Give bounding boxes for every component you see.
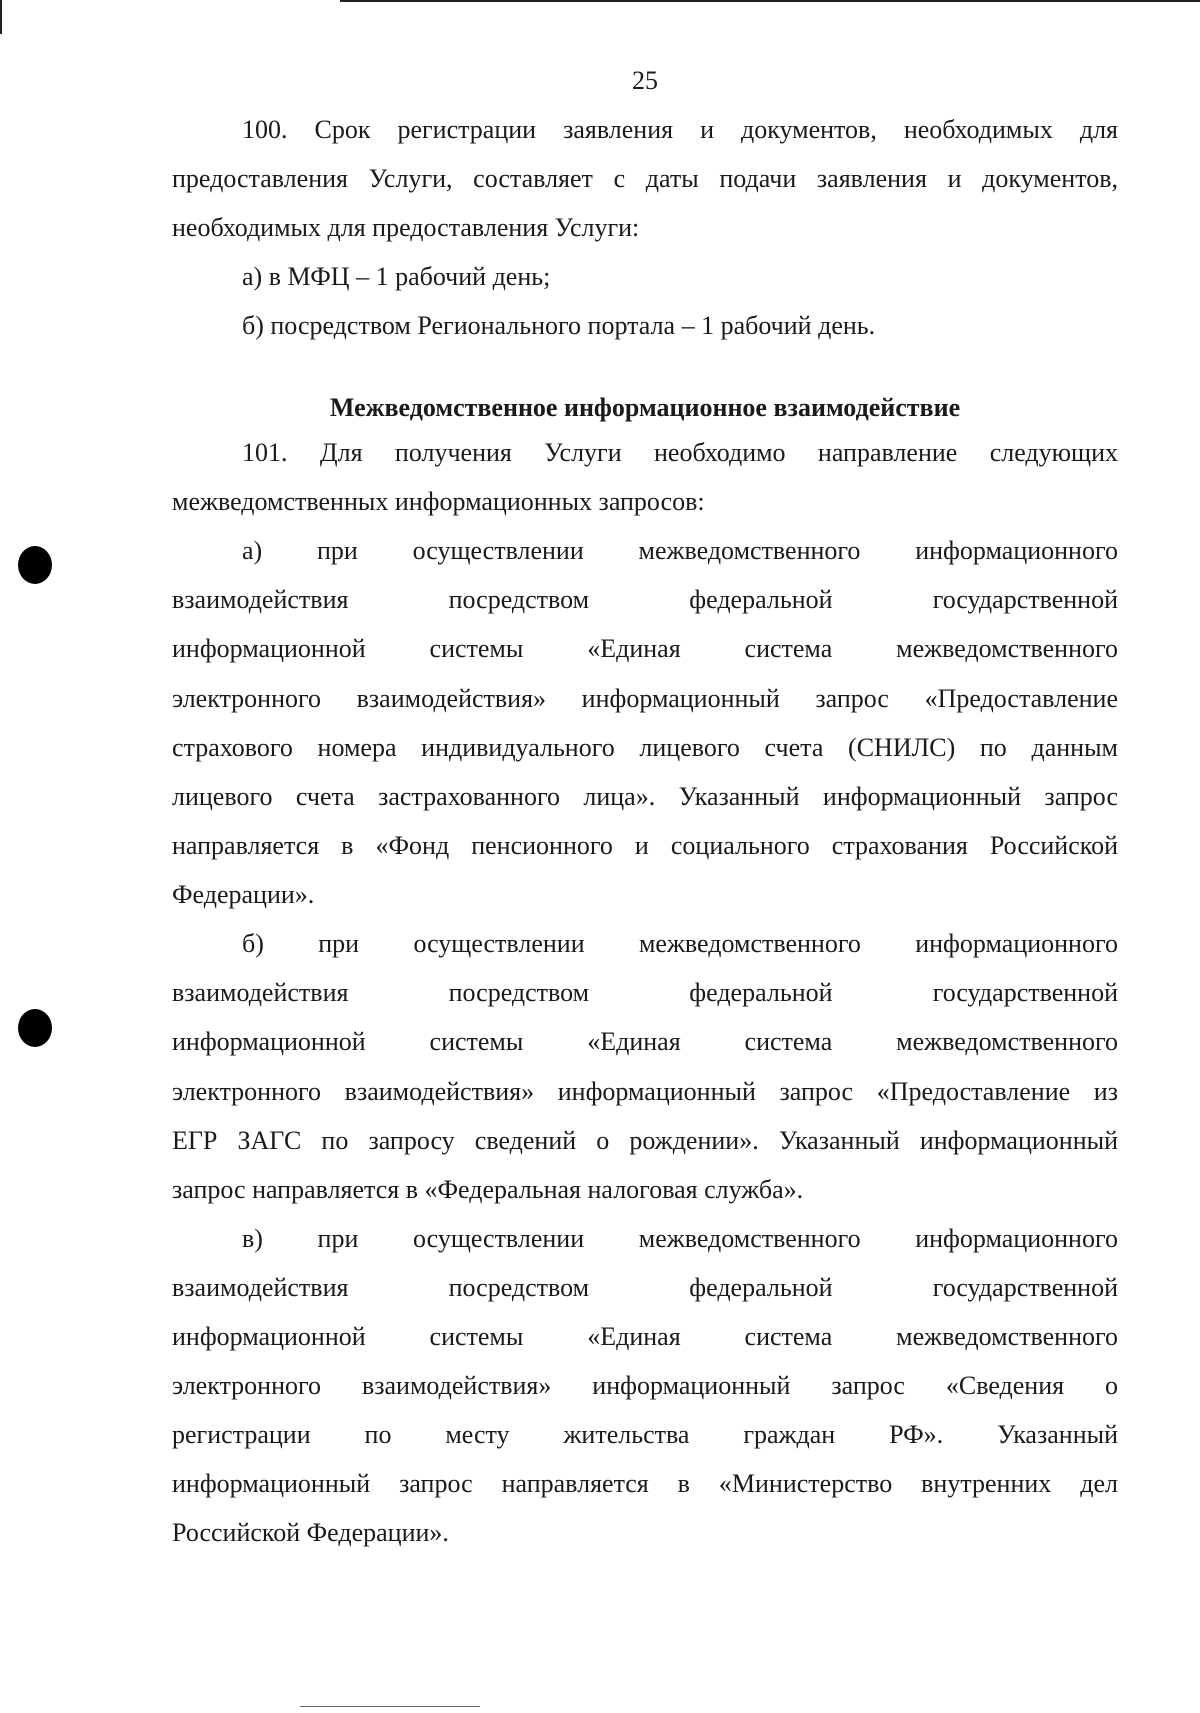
- section-heading: Межведомственное информационное взаимодействие: [329, 393, 961, 422]
- punch-hole: [18, 1009, 52, 1047]
- text-line: б) посредством Регионального портала – 1 рабочий день.: [242, 311, 876, 340]
- text-line: запрос направляется в «Федеральная налоговая служба».: [172, 1175, 804, 1204]
- text-line: страхового номера индивидуального лицевого счета (СНИЛС) по данным: [172, 733, 1118, 762]
- text-line: Российской Федерации».: [172, 1518, 449, 1547]
- text-line: а) при осуществлении межведомственного информационного: [242, 536, 1118, 565]
- text-line: 101. Для получения Услуги необходимо направление следующих: [242, 438, 1118, 467]
- text-line: информационной системы «Единая система межведомственного: [172, 1027, 1118, 1056]
- text-line: информационный запрос направляется в «Министерство внутренних дел: [172, 1469, 1118, 1498]
- text-line: необходимых для предоставления Услуги:: [172, 213, 640, 242]
- text-line: информационной системы «Единая система межведомственного: [172, 1322, 1118, 1351]
- text-line: межведомственных информационных запросов:: [172, 487, 705, 516]
- text-line: электронного взаимодействия» информационный запрос «Предоставление: [172, 684, 1118, 713]
- text-line: регистрации по месту жительства граждан РФ». Указанный: [172, 1420, 1118, 1449]
- text-line: информационной системы «Единая система межведомственного: [172, 634, 1118, 663]
- text-line: б) при осуществлении межведомственного информационного: [242, 929, 1118, 958]
- text-line: в) при осуществлении межведомственного информационного: [242, 1224, 1118, 1253]
- page-number: 25: [632, 66, 658, 95]
- text-line: предоставления Услуги, составляет с даты подачи заявления и документов,: [172, 164, 1118, 193]
- text-line: Федерации».: [172, 880, 315, 909]
- text-line: ЕГР ЗАГС по запросу сведений о рождении». Указанный информационный: [172, 1126, 1118, 1155]
- text-line: взаимодействия посредством федеральной государственной: [172, 585, 1118, 614]
- scan-bottom-mark: [300, 1706, 480, 1707]
- text-line: 100. Срок регистрации заявления и документов, необходимых для: [242, 115, 1118, 144]
- text-line: лицевого счета застрахованного лица». Указанный информационный запрос: [172, 782, 1118, 811]
- scan-top-border: [340, 0, 1200, 2]
- punch-hole: [18, 546, 52, 584]
- text-line: взаимодействия посредством федеральной государственной: [172, 1273, 1118, 1302]
- text-line: направляется в «Фонд пенсионного и социального страхования Российской: [172, 831, 1118, 860]
- text-line: а) в МФЦ – 1 рабочий день;: [242, 262, 551, 291]
- text-line: электронного взаимодействия» информационный запрос «Сведения о: [172, 1371, 1118, 1400]
- scan-left-edge: [0, 0, 2, 34]
- text-line: взаимодействия посредством федеральной государственной: [172, 978, 1118, 1007]
- text-line: электронного взаимодействия» информационный запрос «Предоставление из: [172, 1077, 1118, 1106]
